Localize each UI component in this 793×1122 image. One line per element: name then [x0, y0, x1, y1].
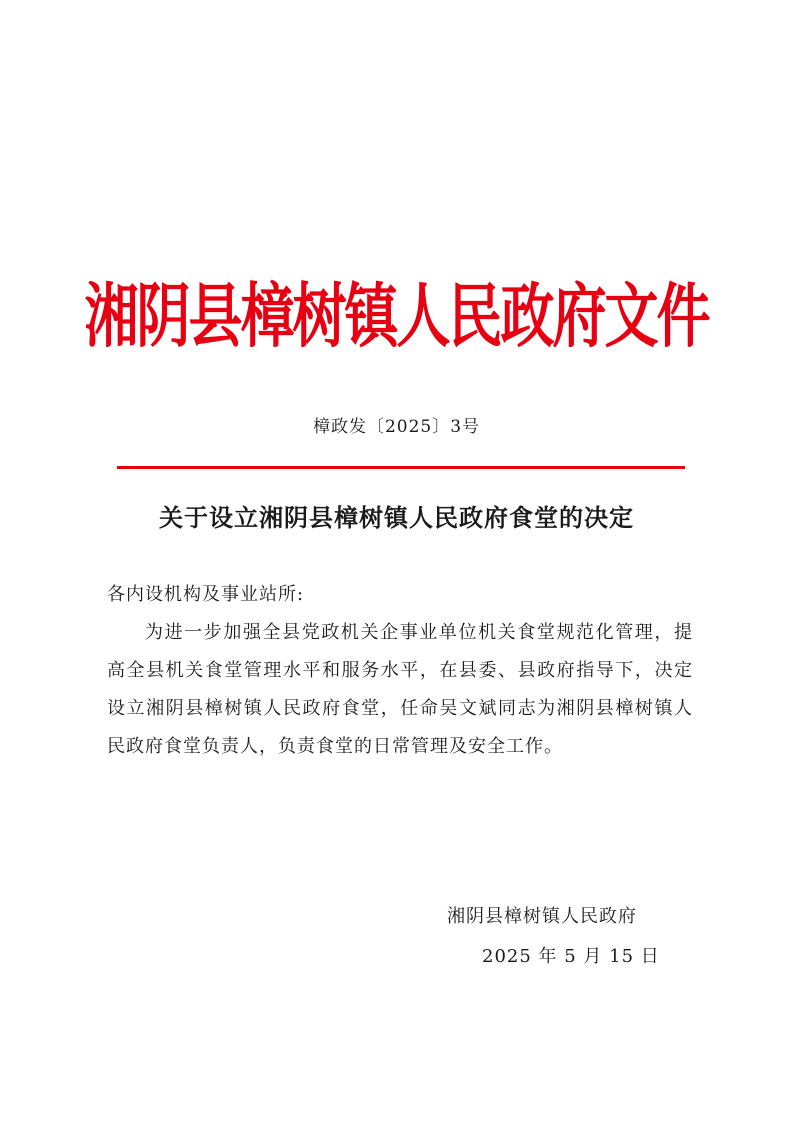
- document-masthead: 湘阴县樟树镇人民政府文件: [84, 274, 709, 357]
- issue-date: 2025 年 5 月 15 日: [482, 946, 660, 967]
- body-paragraph: 为进一步加强全县党政机关企事业单位机关食堂规范化管理，提高全县机关食堂管理水平和服务水平，在县委、县政府指导下，决定设立湘阴县樟树镇人民政府食堂，任命吴文斌同志为湘阴县樟树镇人民政府食堂负责人，负责食堂的日常管理及安全工作。: [107, 622, 693, 757]
- document-number: 樟政发〔2025〕3号: [312, 417, 481, 437]
- red-divider-line: [117, 466, 685, 469]
- document-title: 关于设立湘阴县樟树镇人民政府食堂的决定: [159, 503, 634, 532]
- salutation: 各内设机构及事业站所:: [107, 584, 305, 605]
- issuer-signature: 湘阴县樟树镇人民政府: [447, 906, 637, 927]
